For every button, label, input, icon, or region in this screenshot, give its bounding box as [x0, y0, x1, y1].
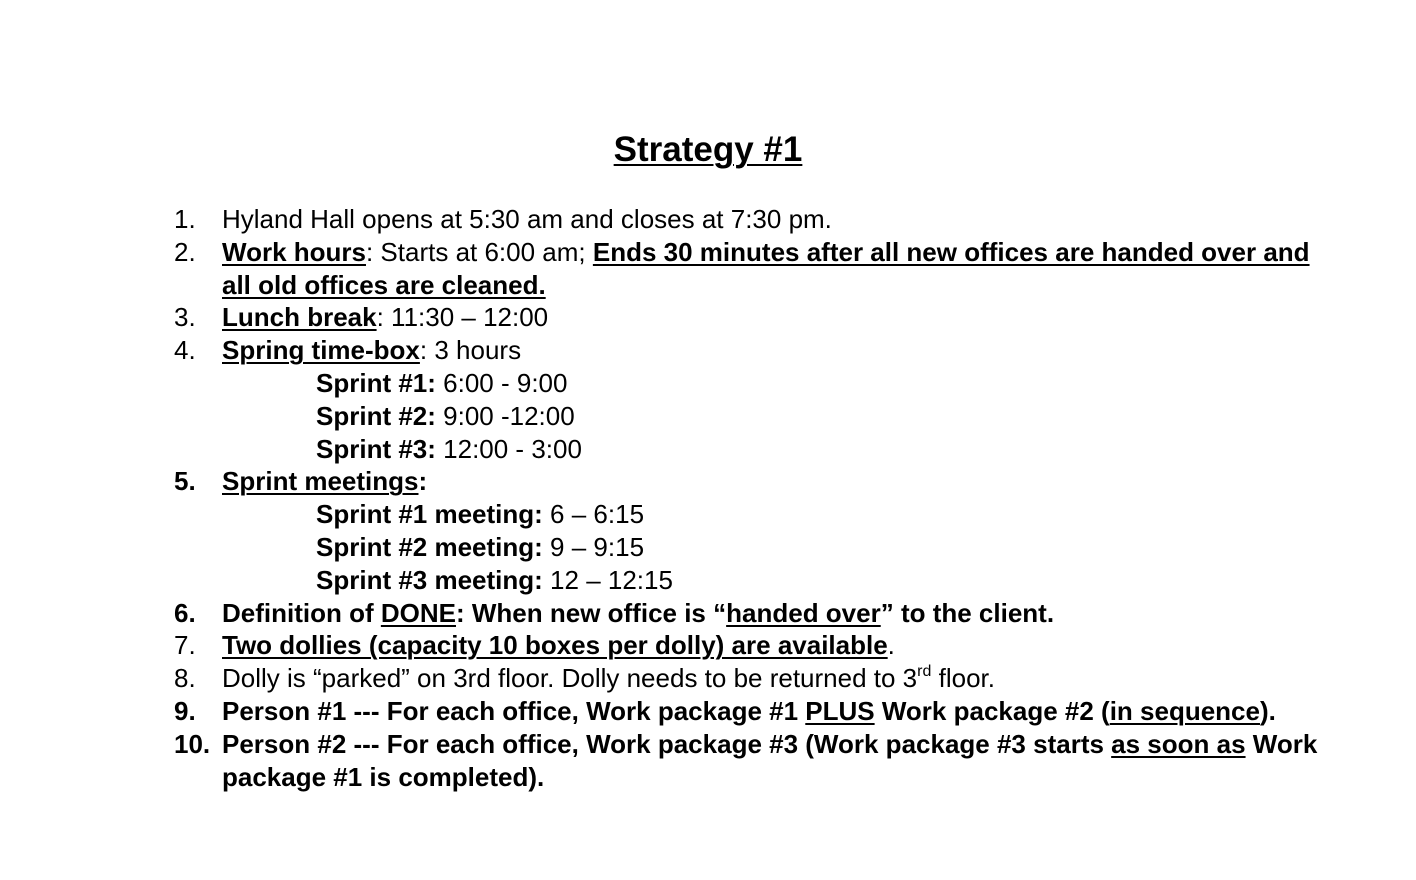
- list-item-6: [0, 597, 1322, 630]
- sub-item-label: Sprint #3 meeting:: [316, 564, 543, 595]
- strategy-list: [0, 203, 1416, 793]
- page-title: Strategy #1: [613, 130, 803, 169]
- item-text: Person #1 --- For each office, Work package #1: [222, 695, 806, 726]
- sub-item-value: 6 – 6:15: [542, 499, 645, 530]
- item-number: 3.: [174, 302, 196, 333]
- sub-item-label: Sprint #2 meeting:: [316, 531, 543, 562]
- item-label: Lunch break: [222, 302, 377, 333]
- item-text: Hyland Hall opens at 5:30 am and closes at 7:30 pm.: [222, 204, 832, 234]
- list-item-2: [0, 236, 1322, 302]
- sub-item-label: Sprint #3:: [316, 433, 436, 464]
- item-label: Spring time-box: [222, 335, 420, 366]
- item-number: 4.: [174, 335, 196, 366]
- item-emphasis: as soon as: [1111, 728, 1246, 759]
- sub-item-value: 9 – 9:15: [542, 531, 645, 562]
- item-text: : 3 hours: [419, 335, 522, 366]
- item-number: 2.: [174, 236, 196, 267]
- item-text: : When new office is “: [455, 597, 727, 628]
- item-number: 1.: [174, 204, 196, 234]
- sub-item-value: 9:00 -12:00: [435, 400, 575, 431]
- list-item-7: [0, 629, 1322, 662]
- list-item-9: [0, 695, 1322, 728]
- sub-item-value: 12 – 12:15: [542, 564, 673, 595]
- item-text: ” to the client.: [880, 597, 1055, 628]
- sub-item-meeting-3: [0, 564, 1416, 597]
- item-number: 9.: [174, 695, 196, 726]
- item-text: Work package #1 is completed).: [222, 728, 1318, 792]
- item-text: Definition of: [222, 597, 381, 628]
- list-item-10: [0, 728, 1322, 794]
- item-number: 7.: [174, 630, 196, 661]
- sub-item-sprint-3: [0, 433, 1416, 466]
- item-label: Sprint meetings: [222, 466, 419, 497]
- sub-item-sprint-1: [0, 367, 1416, 400]
- sub-item-label: Sprint #1 meeting:: [316, 499, 543, 530]
- item-emphasis: DONE: [380, 597, 456, 628]
- item-text: Person #2 --- For each office, Work package #3 (Work package #3 starts: [222, 728, 1112, 759]
- item-text: ).: [1259, 695, 1276, 726]
- item-emphasis: in sequence: [1109, 695, 1260, 726]
- item-text: floor.: [931, 663, 995, 694]
- list-item-8: [0, 662, 1322, 695]
- list-item-1: [0, 203, 1322, 236]
- item-label: Two dollies (capacity 10 boxes per dolly) are available: [222, 630, 888, 661]
- item-text: Dolly is “parked” on 3rd floor. Dolly needs to be returned to 3: [222, 663, 918, 694]
- sub-item-label: Sprint #1:: [316, 367, 436, 398]
- sub-item-sprint-2: [0, 400, 1416, 433]
- item-text: Work package #2 (: [874, 695, 1110, 726]
- superscript: rd: [917, 663, 932, 681]
- item-number: 8.: [174, 663, 196, 694]
- sub-item-meeting-2: [0, 531, 1416, 564]
- sub-item-meeting-1: [0, 498, 1416, 531]
- item-text: : Starts at 6:00 am;: [365, 236, 593, 267]
- sub-item-value: 6:00 - 9:00: [435, 367, 568, 398]
- item-number: 5.: [174, 466, 196, 497]
- item-label: Work hours: [222, 236, 366, 267]
- item-number: 6.: [174, 597, 196, 628]
- list-item-5: [0, 465, 1322, 498]
- item-emphasis: Ends 30 minutes after all new offices are handed over and all old offices are cleaned.: [222, 236, 1310, 300]
- item-number: 10.: [174, 728, 211, 759]
- list-item-3: [0, 301, 1322, 334]
- item-emphasis: PLUS: [805, 695, 875, 726]
- item-text: : 11:30 – 12:00: [376, 302, 549, 333]
- item-text: :: [418, 466, 428, 497]
- sub-item-value: 12:00 - 3:00: [435, 433, 582, 464]
- item-text: .: [887, 630, 895, 661]
- list-item-4: [0, 334, 1322, 367]
- sub-item-label: Sprint #2:: [316, 400, 436, 431]
- item-emphasis: handed over: [726, 597, 881, 628]
